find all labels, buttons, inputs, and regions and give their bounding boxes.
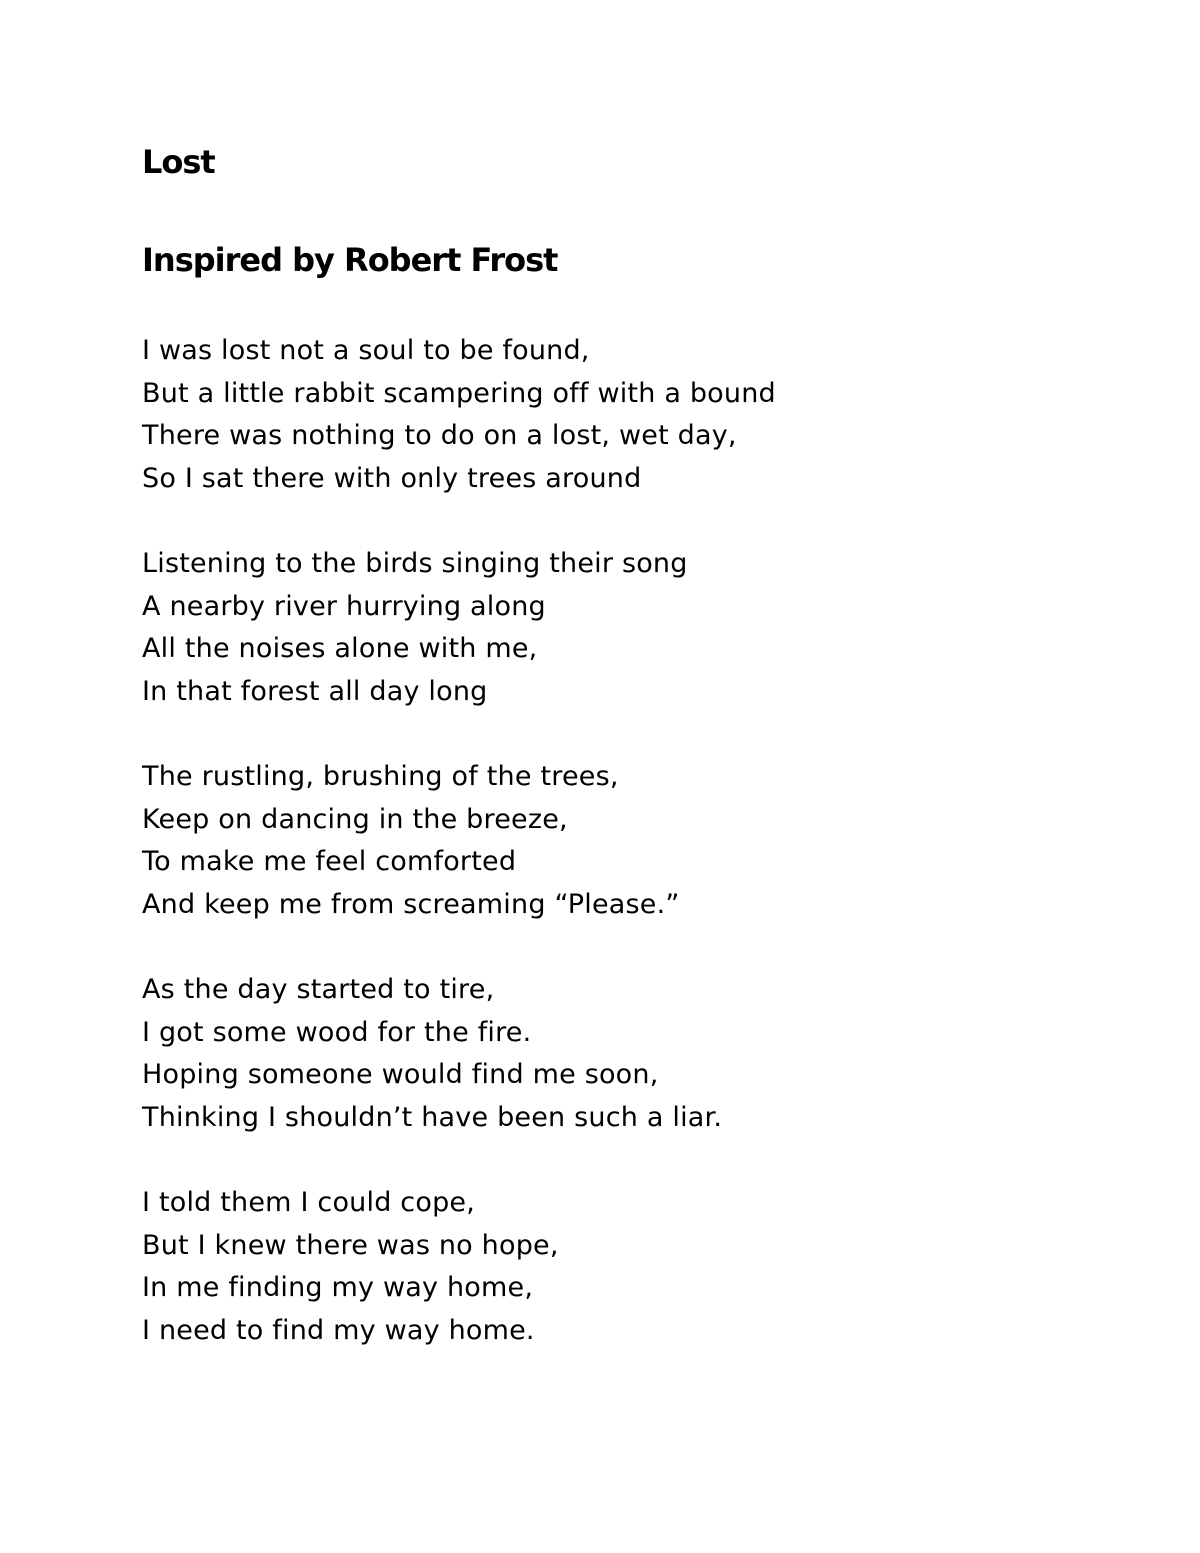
poem-line: Thinking I shouldn’t have been such a liar. — [142, 1101, 723, 1133]
stanza-3 — [142, 756, 680, 926]
poem-line: To make me feel comforted — [142, 846, 517, 877]
poem-line: Listening to the birds singing their song — [142, 548, 688, 579]
poem-line: And keep me from screaming “Please.” — [142, 888, 680, 920]
poem-line: I need to find my way home. — [142, 1314, 535, 1346]
poem-line: There was nothing to do on a lost, wet day, — [142, 420, 737, 451]
poem-line: Keep on dancing in the breeze, — [142, 803, 568, 835]
poem-line: I got some wood for the fire. — [142, 1016, 532, 1048]
poem-line: The rustling, brushing of the trees, — [142, 761, 619, 792]
poem-line: I told them I could cope, — [142, 1187, 476, 1218]
poem-line: A nearby river hurrying along — [142, 590, 546, 622]
poem-subtitle: Inspired by Robert Frost — [142, 241, 558, 279]
poem-line: Hoping someone would find me soon, — [142, 1059, 659, 1090]
poem-line: But a little rabbit scampering off with a bound — [142, 377, 776, 409]
poem-line: I was lost not a soul to be found, — [142, 335, 590, 366]
poem-line: All the noises alone with me, — [142, 633, 538, 664]
stanza-4 — [142, 969, 722, 1139]
stanza-5 — [142, 1182, 559, 1352]
poem-line: But I knew there was no hope, — [142, 1229, 559, 1261]
poem-title: Lost — [142, 143, 215, 181]
poem-line: As the day started to tire, — [142, 974, 495, 1005]
poem-line: In me finding my way home, — [142, 1272, 534, 1303]
poem-line: So I sat there with only trees around — [142, 462, 642, 494]
stanza-2 — [142, 543, 688, 713]
stanza-1 — [142, 330, 776, 500]
poem-line: In that forest all day long — [142, 675, 488, 707]
